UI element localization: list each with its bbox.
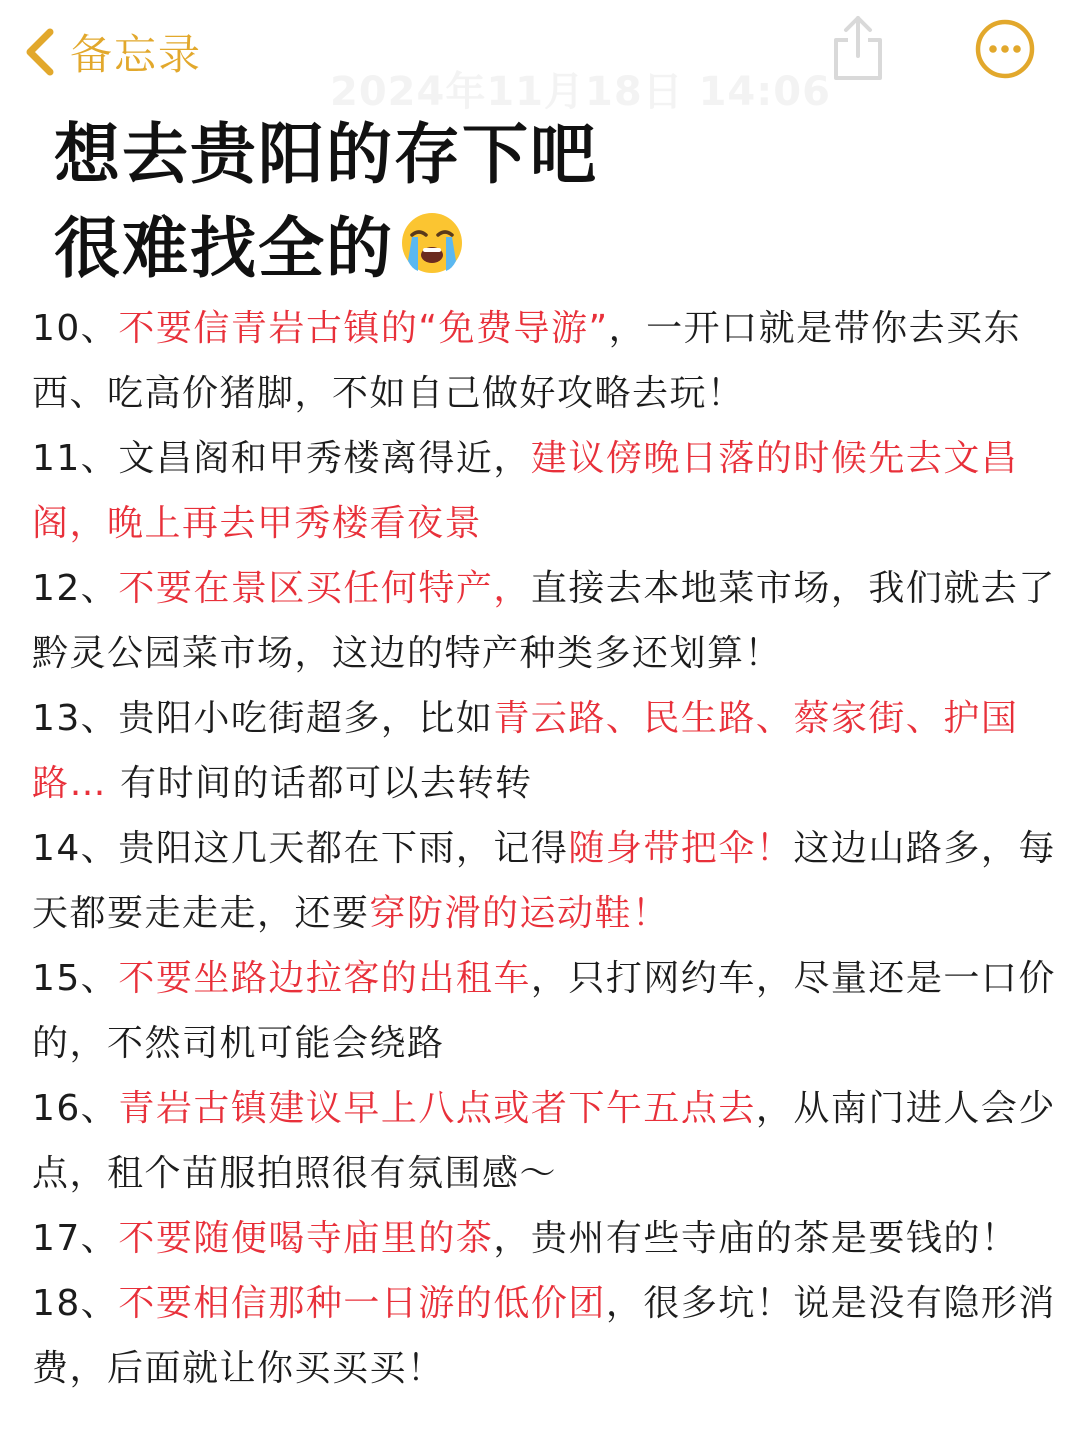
- back-label: 备忘录: [70, 30, 203, 79]
- body-text: 贵阳这几天都在下雨，记得: [118, 828, 569, 869]
- back-button[interactable]: [20, 20, 202, 84]
- item-number: 17、: [32, 1218, 119, 1259]
- highlight-text: 不要在景区买任何特产，: [118, 568, 531, 609]
- list-item: [32, 1206, 1056, 1271]
- body-text: 直接去本地菜市场，我们就去了黔灵公园菜市场，这边的特产种类多还划算！: [32, 568, 1056, 674]
- highlight-text: 不要随便喝寺庙里的茶: [118, 1218, 494, 1259]
- list-item: [32, 426, 1056, 556]
- body-text: ，一开口就是带你去买东西、吃高价猪脚，不如自己做好攻略去玩！: [32, 308, 1022, 414]
- more-options-button[interactable]: [974, 18, 1036, 80]
- body-text: 有时间的话都可以去转转: [107, 763, 533, 804]
- item-number: 16、: [32, 1088, 119, 1129]
- title-line-1: 想去贵阳的存下吧: [54, 116, 598, 193]
- body-text: 文昌阁和甲秀楼离得近，: [118, 438, 531, 479]
- list-item: [32, 1271, 1056, 1401]
- highlight-text: 随身带把伞！: [568, 828, 794, 869]
- more-icon: [974, 65, 1036, 84]
- item-number: 12、: [32, 568, 119, 609]
- list-item: [32, 296, 1056, 426]
- highlight-text: 不要坐路边拉客的出租车: [118, 958, 531, 999]
- list-item: [32, 946, 1056, 1076]
- list-item: [32, 1076, 1056, 1206]
- item-number: 10、: [32, 308, 119, 349]
- item-number: 14、: [32, 828, 119, 869]
- item-number: 11、: [32, 438, 119, 479]
- highlight-text: 建议傍晚日落的时候先去文昌阁，晚上再去甲秀楼看夜景: [32, 438, 1019, 544]
- list-item: [32, 556, 1056, 686]
- title-line-2-wrap: [54, 202, 598, 302]
- body-text: ，贵州有些寺庙的茶是要钱的！: [493, 1218, 1019, 1259]
- highlight-text: 青岩古镇建议早上八点或者下午五点去: [118, 1088, 756, 1129]
- body-text: 这边山路多，每天都要走走走，还要: [32, 828, 1056, 934]
- share-button[interactable]: [826, 12, 890, 84]
- note-timestamp: 2024年11月18日 14:06: [330, 69, 831, 115]
- loudly-crying-face-icon: [398, 208, 466, 302]
- highlight-text: 青云路、民生路、蔡家街、护国路…: [32, 698, 1019, 804]
- item-number: 15、: [32, 958, 119, 999]
- body-text: 贵阳小吃街超多，比如: [118, 698, 494, 739]
- list-item: [32, 686, 1056, 816]
- body-text: ，从南门进人会少点，租个苗服拍照很有氛围感～: [32, 1088, 1056, 1194]
- body-text: ，很多坑！说是没有隐形消费，后面就让你买买买！: [32, 1283, 1056, 1389]
- top-navigation-bar: [0, 0, 1080, 115]
- list-item: [32, 816, 1056, 946]
- body-text: ，只打网约车，尽量还是一口价的，不然司机可能会绕路: [32, 958, 1056, 1064]
- share-icon: [826, 69, 890, 88]
- note-title: [54, 108, 598, 302]
- item-number: 18、: [32, 1283, 119, 1324]
- highlight-text: 不要信青岩古镇的“免费导游”: [118, 308, 609, 349]
- item-number: 13、: [32, 698, 119, 739]
- title-line-2: 很难找全的: [54, 210, 394, 287]
- note-body: [32, 296, 1056, 1401]
- highlight-text: 不要相信那种一日游的低价团: [118, 1283, 606, 1324]
- highlight-text: 穿防滑的运动鞋！: [369, 893, 670, 934]
- chevron-left-icon: [20, 26, 60, 78]
